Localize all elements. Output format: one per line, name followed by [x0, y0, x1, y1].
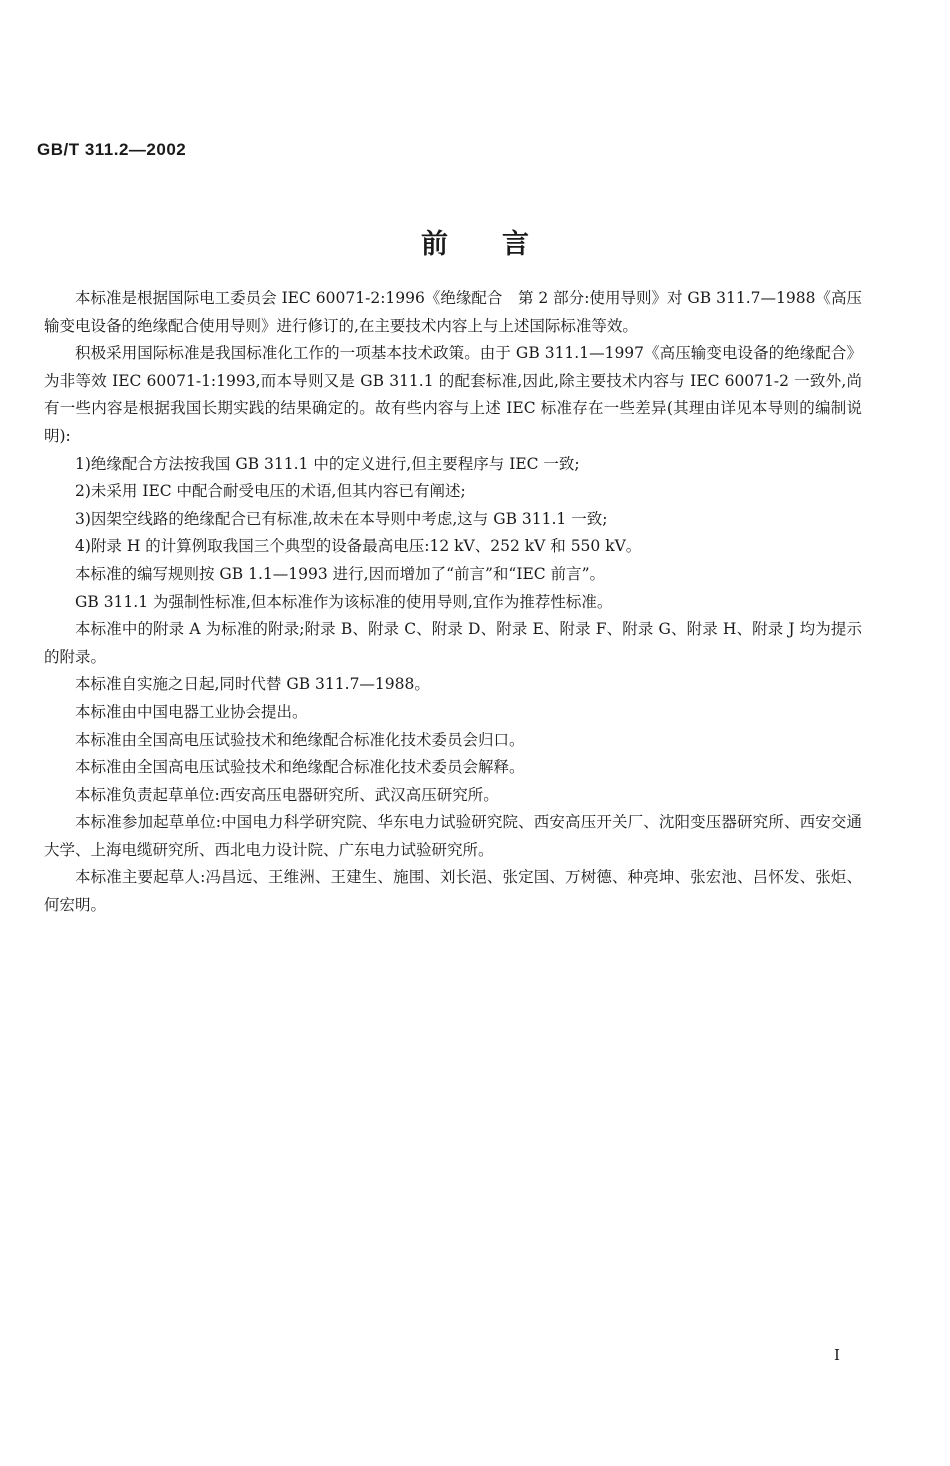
paragraph: 本标准由中国电器工业协会提出。 — [75, 702, 308, 721]
list-item: 2)未采用 IEC 中配合耐受电压的术语,但其内容已有阐述; — [75, 482, 466, 501]
paragraph: 本标准负责起草单位:西安高压电器研究所、武汉高压研究所。 — [75, 785, 499, 804]
list-item: 4)附录 H 的计算例取我国三个典型的设备最高电压:12 kV、252 kV 和 550 kV。 — [75, 537, 642, 556]
preface-body — [44, 285, 862, 920]
paragraph: 本标准由全国高电压试验技术和绝缘配合标准化技术委员会归口。 — [75, 730, 525, 749]
paragraph: 本标准由全国高电压试验技术和绝缘配合标准化技术委员会解释。 — [75, 758, 525, 777]
paragraph: 本标准自实施之日起,同时代替 GB 311.7—1988。 — [75, 675, 430, 694]
list-item: 1)绝缘配合方法按我国 GB 311.1 中的定义进行,但主要程序与 IEC 一致; — [75, 454, 580, 473]
page-title: 前言 — [421, 229, 583, 260]
paragraph: 本标准参加起草单位:中国电力科学研究院、华东电力试验研究院、西安高压开关厂、沈阳变压器研究所、西安交通大学、上海电缆研究所、西北电力设计院、广东电力试验研究所。 — [44, 813, 862, 859]
paragraph: 积极采用国际标准是我国标准化工作的一项基本技术政策。由于 GB 311.1—1997《高压输变电设备的绝缘配合》为非等效 IEC 60071-1:1993,而本导则又是 GB 311.1 的配套标准,因此,除主要技术内容与 IEC 60071-2 一致外,尚有一些内容是根据我国长期实践的结果确定的。故有些内容与上述 IEC 标准存在一些差异(其理由详见本导则的编制说明): — [44, 344, 862, 445]
paragraph: GB 311.1 为强制性标准,但本标准作为该标准的使用导则,宜作为推荐性标准。 — [75, 592, 613, 611]
paragraph: 本标准的编写规则按 GB 1.1—1993 进行,因而增加了“前言”和“IEC 前言”。 — [75, 564, 605, 583]
list-item: 3)因架空线路的绝缘配合已有标准,故未在本导则中考虑,这与 GB 311.1 一致; — [75, 509, 608, 528]
paragraph: 本标准主要起草人:冯昌远、王维洲、王建生、施围、刘长浥、张定国、万树德、种亮坤、张宏池、吕怀发、张炬、何宏明。 — [44, 868, 862, 915]
page-number: I — [834, 1346, 840, 1364]
paragraph: 本标准是根据国际电工委员会 IEC 60071-2:1996《绝缘配合 第 2 部分:使用导则》对 GB 311.7—1988《高压输变电设备的绝缘配合使用导则》进行修订的,在主要技术内容上与上述国际标准等效。 — [44, 289, 862, 335]
paragraph: 本标准中的附录 A 为标准的附录;附录 B、附录 C、附录 D、附录 E、附录 F、附录 G、附录 H、附录 J 均为提示的附录。 — [44, 620, 862, 666]
standard-code: GB/T 311.2—2002 — [37, 140, 187, 159]
